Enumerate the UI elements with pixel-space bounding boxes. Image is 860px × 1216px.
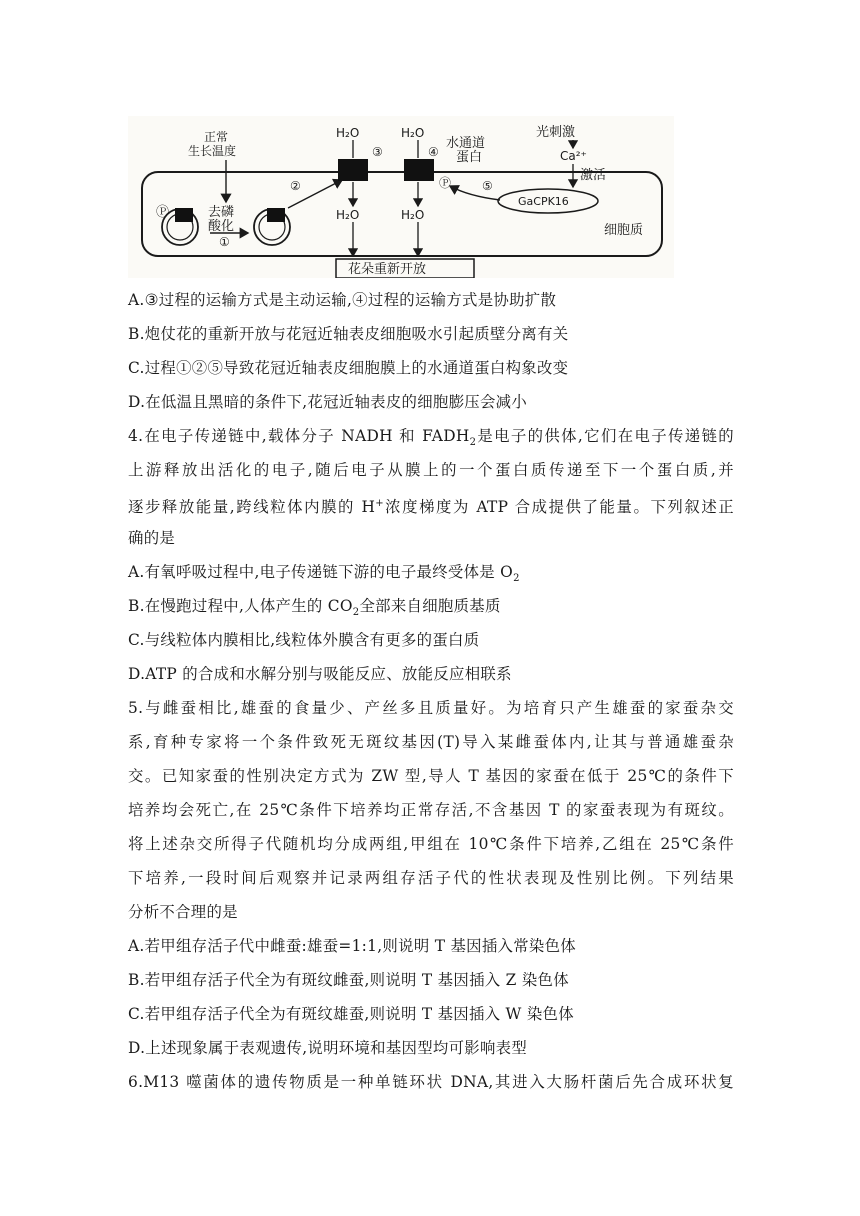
q5-option-b: B.若甲组存活子代全为有斑纹雌蚕,则说明 T 基因插入 Z 染色体 [128, 971, 569, 989]
q5-stem-line-5: 将上述杂交所得子代随机均分成两组,甲组在 10℃条件下培养,乙组在 25℃条件 [128, 835, 734, 853]
dephospho-label-1: 去磷 [208, 205, 235, 220]
q5-stem-line-6: 下培养,一段时间后观察并记录两组存活子代的性状表现及性别比例。下列结果 [128, 869, 734, 887]
diagram-svg [128, 116, 674, 278]
q4-stem-line-3: 逐步释放能量,跨线粒体内膜的 H+浓度梯度为 ATP 合成提供了能量。下列叙述正 [128, 498, 734, 517]
channel-protein-4 [404, 159, 434, 181]
q4-option-c: C.与线粒体内膜相比,线粒体外膜含有更多的蛋白质 [128, 631, 480, 649]
ca-label: Ca²⁺ [560, 149, 587, 163]
water-channel-label-1: 水通道 [446, 136, 486, 151]
q4-stem-line-1: 4.在电子传递链中,载体分子 NADH 和 $FADH_2$是电子的供体,它们在电子传递链的 [128, 427, 734, 449]
q5-stem-line-3: 交。已知家蚕的性别决定方式为 ZW 型,导人 T 基因的家蚕在低于 25℃的条件下 [128, 767, 734, 785]
step-5-label: ⑤ [482, 179, 493, 193]
q5-stem-line-7: 分析不合理的是 [128, 903, 238, 921]
activate-label: 激活 [580, 168, 607, 183]
q5-option-d: D.上述现象属于表观遗传,说明环境和基因型均可影响表型 [128, 1039, 528, 1057]
normal-temp-label-2: 生长温度 [188, 144, 237, 158]
h2o-label-4-top: H₂O [401, 126, 425, 140]
q4-stem-line-2: 上游释放出活化的电子,随后电子从膜上的一个蛋白质传递至下一个蛋白质,并 [128, 461, 734, 479]
water-channel-diagram [128, 116, 674, 278]
q3-option-c: C.过程①②⑤导致花冠近轴表皮细胞膜上的水通道蛋白构象改变 [128, 359, 569, 377]
result-label: 花朵重新开放 [348, 262, 427, 277]
channel-protein-vesicle-2 [267, 208, 285, 222]
q5-stem-line-4: 培养均会死亡,在 25℃条件下培养均正常存活,不含基因 T 的家蚕表现为有斑纹。 [128, 801, 734, 819]
dephospho-label-2: 酸化 [208, 219, 235, 234]
channel-protein-3 [338, 159, 368, 181]
q3-option-d: D.在低温且黑暗的条件下,花冠近轴表皮的细胞膨压会减小 [128, 393, 528, 411]
q5-option-c: C.若甲组存活子代全为有斑纹雄蚕,则说明 T 基因插入 W 染色体 [128, 1005, 574, 1023]
q5-stem-line-1: 5.与雌蚕相比,雄蚕的食量少、产丝多且质量好。为培育只产生雄蚕的家蚕杂交 [128, 699, 734, 717]
h2o-label-4-bottom: H₂O [401, 208, 425, 222]
cytoplasm-label: 细胞质 [604, 223, 644, 238]
step-3-label: ③ [372, 145, 383, 159]
q4-option-d: D.ATP 的合成和水解分别与吸能反应、放能反应相联系 [128, 665, 512, 683]
step-4-label: ④ [428, 145, 439, 159]
step-2-label: ② [290, 179, 301, 193]
light-label: 光刺激 [536, 125, 576, 140]
phospho-mark-left: Ⓟ [156, 205, 170, 220]
q3-option-a: A.③过程的运输方式是主动运输,④过程的运输方式是协助扩散 [128, 291, 557, 309]
normal-temp-label-1: 正常 [204, 130, 229, 144]
water-channel-label-2: 蛋白 [456, 150, 483, 165]
q4-option-a: A.有氧呼吸过程中,电子传递链下游的电子最终受体是 $O_2$ [128, 563, 520, 585]
h2o-label-3-top: H₂O [336, 126, 360, 140]
step-1-label: ① [219, 235, 230, 249]
q5-stem-line-2: 系,育种专家将一个条件致死无斑纹基因(T)导入某雌蚕体内,让其与普通雄蚕杂 [128, 733, 734, 751]
gacpk16-label: GaCPK16 [518, 195, 569, 208]
q5-option-a: A.若甲组存活子代中雌蚕:雄蚕=1:1,则说明 T 基因插入常染色体 [128, 937, 576, 955]
channel-protein-vesicle-1 [175, 208, 193, 222]
q4-option-b: B.在慢跑过程中,人体产生的 $CO_2$全部来自细胞质基质 [128, 597, 501, 619]
q3-option-b: B.炮仗花的重新开放与花冠近轴表皮细胞吸水引起质壁分离有关 [128, 325, 569, 343]
q6-stem-line-1: 6.M13 噬菌体的遗传物质是一种单链环状 DNA,其进入大肠杆菌后先合成环状复 [128, 1073, 734, 1091]
q4-stem-line-4: 确的是 [128, 529, 176, 547]
h2o-label-3-bottom: H₂O [336, 208, 360, 222]
phospho-mark-right: Ⓟ [439, 176, 452, 190]
